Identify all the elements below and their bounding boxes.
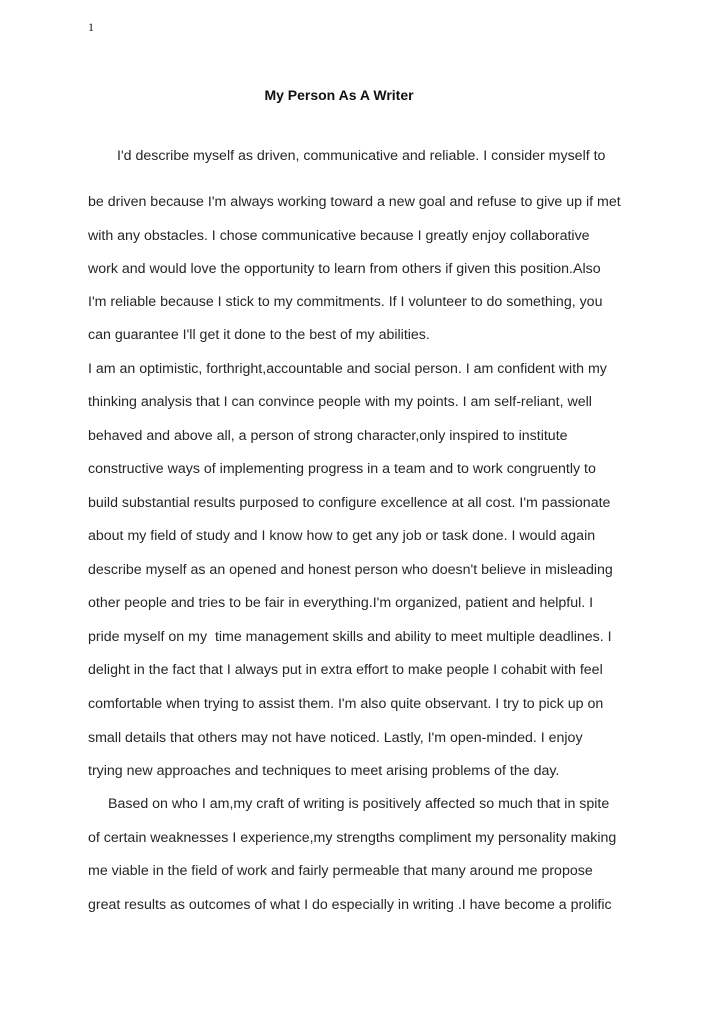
text-line: can guarantee I'll get it done to the best of my abilities. (88, 327, 430, 343)
text-line: comfortable when trying to assist them. I'm also quite observant. I try to pick up on (88, 696, 604, 712)
text-line: small details that others may not have noticed. Lastly, I'm open-minded. I enjoy (88, 730, 583, 746)
text-line: build substantial results purposed to configure excellence at all cost. I'm passionate (88, 495, 611, 511)
text-line: I'm reliable because I stick to my commitments. If I volunteer to do something, you (88, 294, 603, 310)
text-line: Based on who I am,my craft of writing is positively affected so much that in spite (108, 796, 610, 812)
text-line: I'd describe myself as driven, communicative and reliable. I consider myself to (117, 148, 606, 164)
text-line: great results as outcomes of what I do especially in writing .I have become a prolific (88, 897, 612, 913)
text-line: of certain weaknesses I experience,my strengths compliment my personality making (88, 830, 617, 846)
text-line: thinking analysis that I can convince people with my points. I am self-reliant, well (88, 394, 592, 410)
text-line: other people and tries to be fair in everything.I'm organized, patient and helpful. I (88, 595, 594, 611)
text-line: pride myself on my time management skills and ability to meet multiple deadlines. I (88, 629, 612, 645)
text-line: behaved and above all, a person of strong character,only inspired to institute (88, 428, 568, 444)
text-line: trying new approaches and techniques to meet arising problems of the day. (88, 763, 560, 779)
text-line: describe myself as an opened and honest person who doesn't believe in misleading (88, 562, 613, 578)
text-line: with any obstacles. I chose communicative because I greatly enjoy collaborative (88, 228, 590, 244)
text-line: work and would love the opportunity to learn from others if given this position.Also (88, 261, 601, 277)
text-line: constructive ways of implementing progress in a team and to work congruently to (88, 461, 596, 477)
page-number: 1 (88, 20, 94, 34)
document-title: My Person As A Writer (264, 87, 414, 103)
text-line: delight in the fact that I always put in extra effort to make people I cohabit with feel (88, 662, 603, 678)
text-line: be driven because I'm always working toward a new goal and refuse to give up if met (88, 194, 621, 210)
text-line: about my field of study and I know how to get any job or task done. I would again (88, 528, 596, 544)
text-line: I am an optimistic, forthright,accountable and social person. I am confident with my (88, 361, 607, 377)
text-line: me viable in the field of work and fairly permeable that many around me propose (88, 863, 593, 879)
